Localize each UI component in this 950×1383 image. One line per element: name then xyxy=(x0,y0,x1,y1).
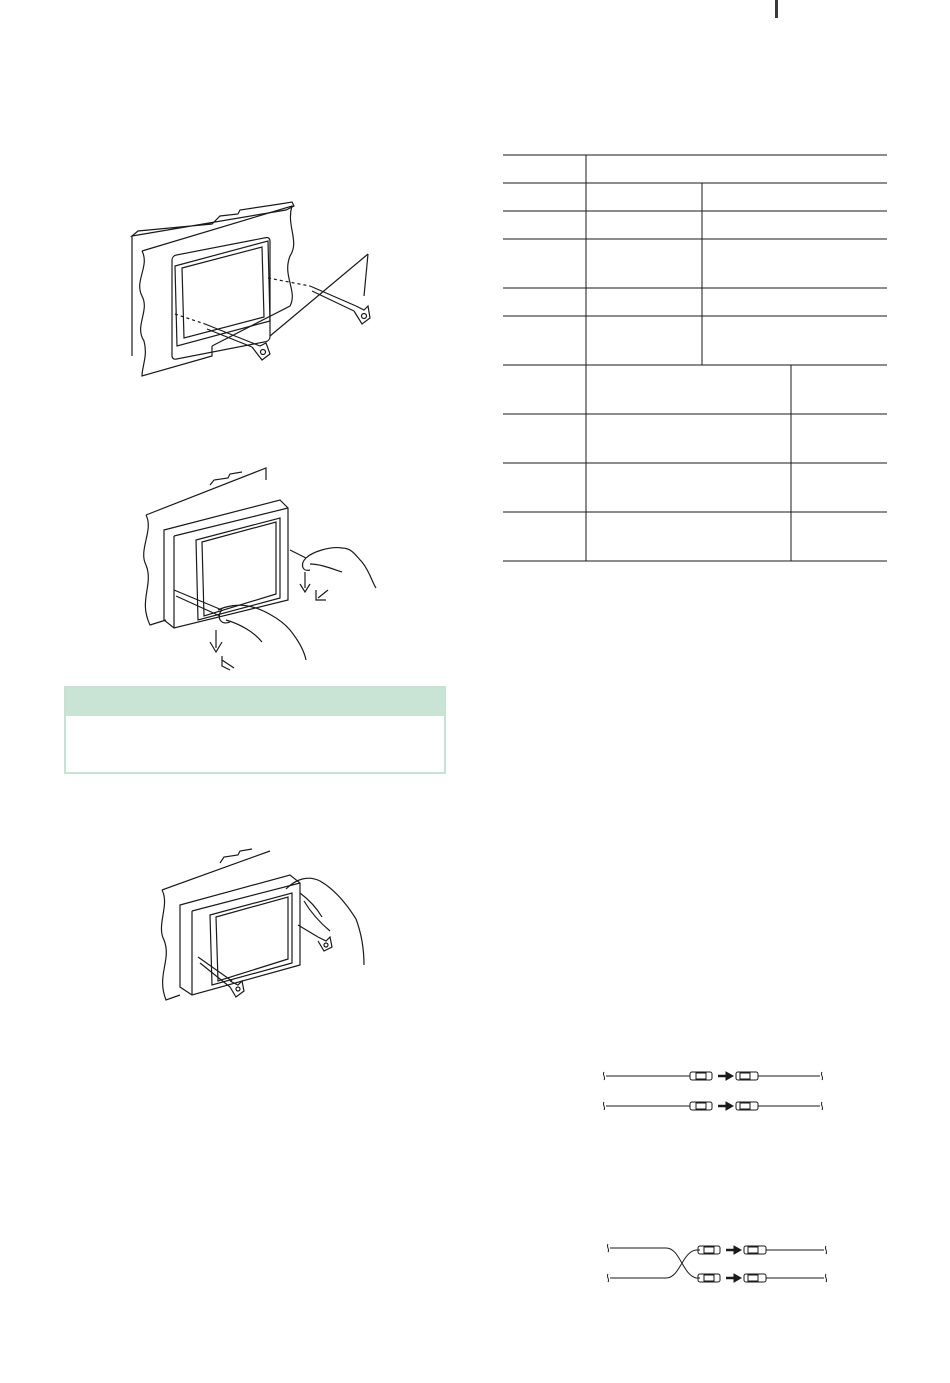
pull-down-release-icon xyxy=(130,460,390,680)
extraction-keys-insert-icon xyxy=(120,196,380,381)
page-edge-marker xyxy=(775,0,778,18)
note-box xyxy=(64,686,446,774)
note-header xyxy=(66,688,444,716)
connector-pair-split-icon xyxy=(600,1236,835,1297)
note-body xyxy=(66,716,444,732)
connector-pair-single-icon xyxy=(600,1062,830,1123)
spec-table xyxy=(503,154,887,564)
slide-unit-out-icon xyxy=(150,845,370,1010)
